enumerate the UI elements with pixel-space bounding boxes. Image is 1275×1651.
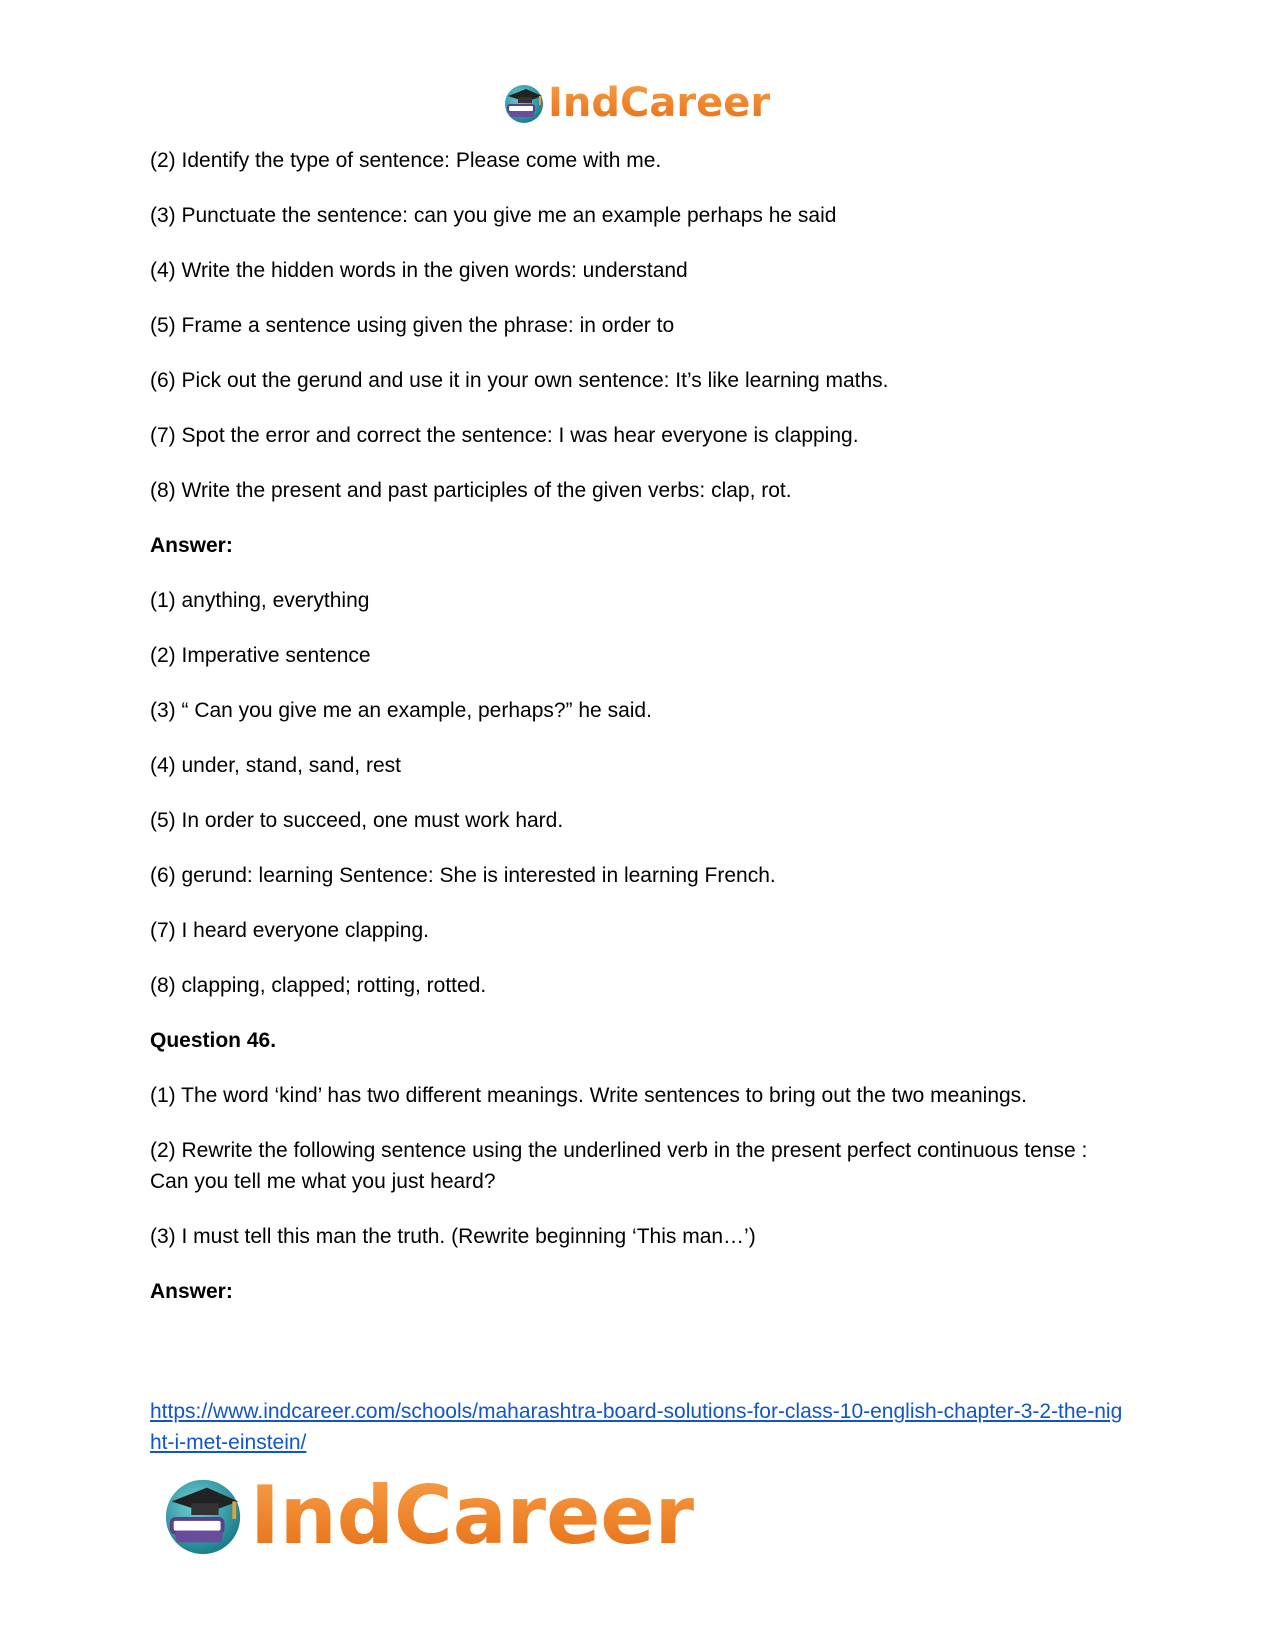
paragraph: (3) I must tell this man the truth. (Rewrite beginning ‘This man…’): [150, 1225, 756, 1248]
graduation-cap-book-globe-icon: [160, 1472, 246, 1558]
answer-heading: Answer:: [150, 1280, 233, 1303]
paragraph: (2) Imperative sentence: [150, 644, 371, 667]
paragraph: (3) Punctuate the sentence: can you give me an example perhaps he said: [150, 204, 837, 227]
document-body: [150, 145, 1130, 1331]
paragraph: (4) Write the hidden words in the given words: understand: [150, 259, 688, 282]
paragraph: (7) Spot the error and correct the sentence: I was hear everyone is clapping.: [150, 424, 859, 447]
paragraph: (6) gerund: learning Sentence: She is interested in learning French.: [150, 864, 776, 887]
paragraph: (3) “ Can you give me an example, perhaps?” he said.: [150, 699, 652, 722]
answer-heading: Answer:: [150, 534, 233, 557]
footer-link-block: [150, 1396, 1130, 1458]
paragraph: (4) under, stand, sand, rest: [150, 754, 401, 777]
paragraph: (6) Pick out the gerund and use it in your own sentence: It’s like learning maths.: [150, 369, 889, 392]
paragraph: (8) Write the present and past participles of the given verbs: clap, rot.: [150, 479, 792, 502]
paragraph: (2) Rewrite the following sentence using the underlined verb in the present perfect continuous tense : Can you tell me what you just heard?: [150, 1139, 1088, 1193]
paragraph: (1) anything, everything: [150, 589, 370, 612]
question-heading: Question 46.: [150, 1029, 277, 1052]
header-logo: [502, 80, 772, 126]
paragraph: (8) clapping, clapped; rotting, rotted.: [150, 974, 487, 997]
paragraph: (5) Frame a sentence using given the phrase: in order to: [150, 314, 675, 337]
graduation-cap-book-globe-icon: [502, 81, 546, 125]
paragraph: (1) The word ‘kind’ has two different meanings. Write sentences to bring out the two meanings.: [150, 1084, 1028, 1107]
footer-logo: [160, 1470, 700, 1560]
logo-wordmark: IndCareer: [548, 80, 771, 126]
paragraph: (7) I heard everyone clapping.: [150, 919, 429, 942]
logo-wordmark: IndCareer: [250, 1468, 695, 1562]
paragraph: (5) In order to succeed, one must work hard.: [150, 809, 564, 832]
source-link[interactable]: https://www.indcareer.com/schools/maharashtra-board-solutions-for-class-10-english-chapter-3-2-the-night-i-met-einstein/: [150, 1400, 1123, 1454]
paragraph: (2) Identify the type of sentence: Please come with me.: [150, 149, 662, 172]
